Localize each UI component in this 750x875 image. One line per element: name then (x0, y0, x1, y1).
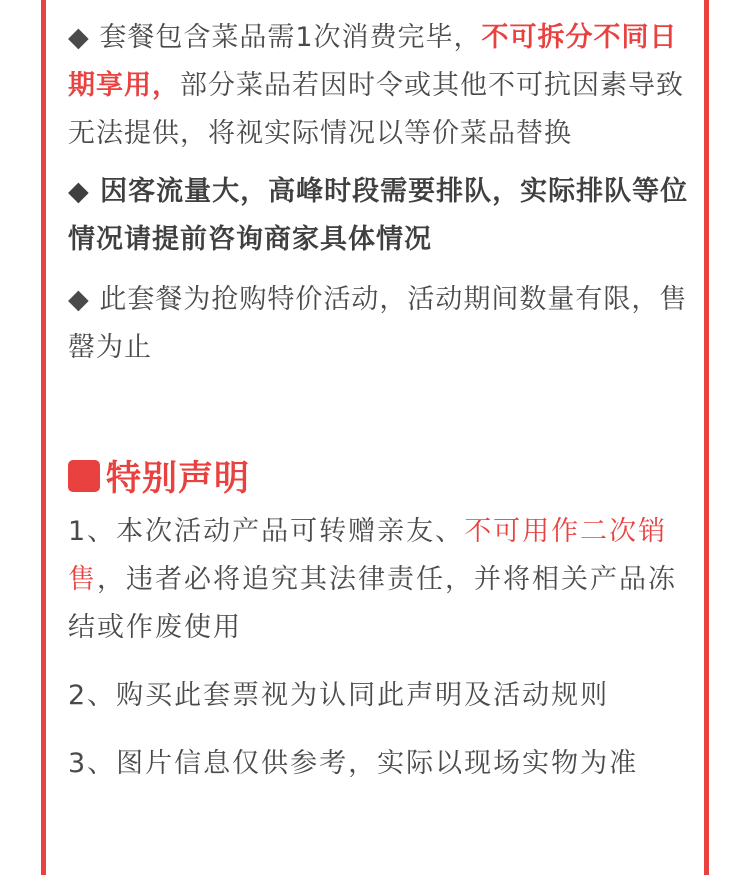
notice-text: 此套餐为抢购特价活动，活动期间数量有限，售罄为止 (68, 284, 688, 363)
square-marker-icon (68, 460, 100, 492)
diamond-bullet-icon: ◆ (68, 22, 90, 53)
statement-text: 1、本次活动产品可转赠亲友、 (68, 516, 465, 547)
notice-item-2 (68, 168, 690, 264)
statement-highlight: 不可用作二次销售 (68, 516, 668, 595)
statement-item-3: 3、图片信息仅供参考，实际以现场实物为准 (68, 748, 639, 779)
right-border (704, 0, 709, 875)
notice-content (68, 14, 690, 788)
notice-item-3 (68, 276, 690, 372)
diamond-bullet-icon: ◆ (68, 284, 90, 315)
notice-text: 套餐包含菜品需1次消费完毕， (89, 22, 482, 53)
diamond-bullet-icon: ◆ (68, 176, 90, 207)
notice-text: 部分菜品若因时令或其他不可抗因素导致无法提供，将视实际情况以等价菜品替换 (68, 70, 684, 149)
notice-item-1 (68, 14, 690, 158)
statement-item-2: 2、购买此套票视为认同此声明及活动规则 (68, 680, 610, 711)
notice-text: 因客流量大，高峰时段需要排队，实际排队等位情况请提前咨询商家具体情况 (68, 176, 689, 255)
left-border (41, 0, 46, 875)
special-statement-header (68, 450, 690, 502)
section-title: 特别声明 (106, 459, 251, 499)
statement-text: ，违者必将追究其法律责任，并将相关产品冻结或作废使用 (68, 564, 677, 643)
statement-item-1 (68, 508, 690, 652)
notice-highlight: 不可拆分不同日期享用， (68, 22, 678, 101)
